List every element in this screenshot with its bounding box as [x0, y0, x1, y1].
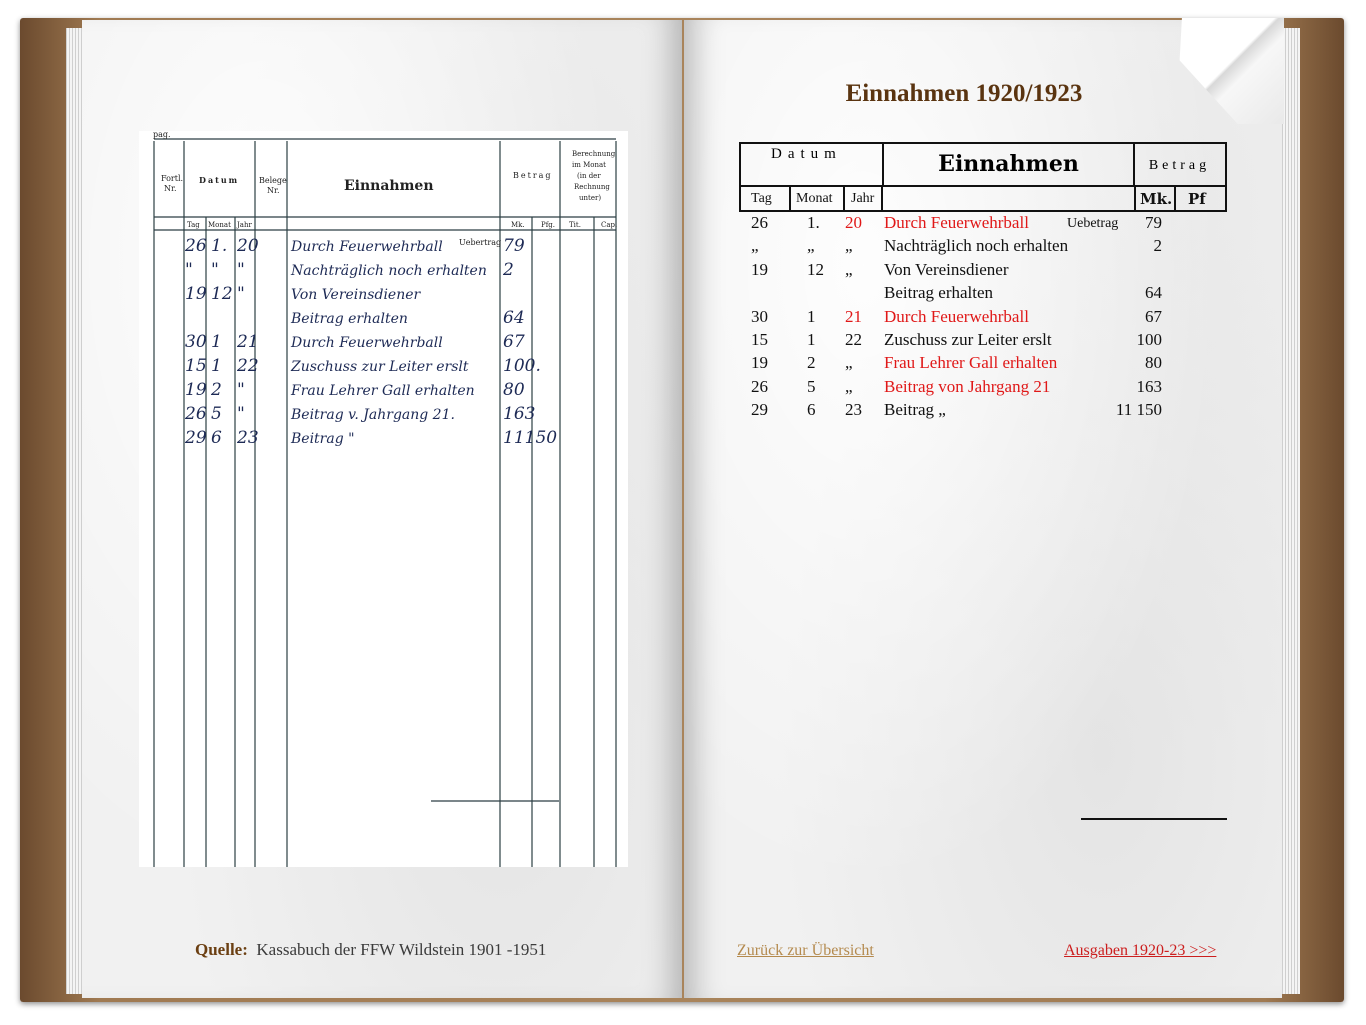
row-text: Zuschuss zur Leiter erslt — [884, 329, 1052, 349]
ledger-row — [739, 400, 1227, 423]
scan-entry-monat: 6 — [211, 428, 222, 448]
scan-entry-mk: 163 — [503, 404, 536, 424]
scan-col-belege: Belege — [259, 176, 287, 185]
scan-entry-tag: 30 — [185, 332, 207, 352]
scan-entry-tag: " — [185, 260, 193, 280]
row-text: Durch Feuerwehrball — [884, 213, 1029, 232]
scan-entry-jahr: " — [237, 404, 245, 424]
row-jahr: 23 — [845, 400, 862, 420]
scan-entry-jahr: 21 — [237, 332, 259, 352]
ledger-row — [739, 260, 1227, 283]
page-title: Einnahmen 1920/1923 — [845, 80, 1083, 107]
scan-entry-tag: 26 — [185, 404, 207, 424]
source-label: Quelle: — [195, 940, 248, 959]
scan-entry-jahr: " — [237, 284, 245, 304]
scan-uebertrag: Uebertrag — [459, 238, 502, 247]
scan-sub-cap: Cap. — [601, 221, 618, 229]
row-amount: 67 — [1145, 306, 1162, 326]
row-monat: 2 — [807, 353, 816, 373]
scan-col-rechnung: Rechnung — [574, 183, 610, 191]
row-amount: 100 — [1136, 329, 1162, 349]
ledger-row — [739, 330, 1227, 353]
ledger-scan-image — [139, 131, 628, 867]
row-tag: 19 — [751, 353, 768, 373]
row-monat: 12 — [807, 259, 824, 279]
scan-col-fortl: Fortl. — [161, 174, 184, 183]
ledger-row — [739, 283, 1227, 306]
scan-entry-monat: 1 — [211, 356, 222, 376]
row-text: Beitrag erhalten — [884, 283, 994, 303]
row-tag: 26 — [751, 376, 768, 396]
scan-entry-mk: 100. — [503, 356, 541, 376]
scan-sub-pfg: Pfg. — [541, 221, 556, 229]
row-jahr: „ — [845, 259, 853, 279]
scan-entry-tag: 29 — [185, 428, 207, 448]
back-to-overview-link[interactable]: Zurück zur Übersicht — [737, 942, 874, 959]
scan-entry-mk: 80 — [503, 380, 525, 400]
row-amount: 79 — [1145, 213, 1162, 232]
row-tag: 19 — [751, 259, 768, 279]
ledger-row — [739, 353, 1227, 376]
ledger-rows — [739, 213, 1227, 424]
row-text: Nachträglich noch erhalten — [884, 236, 1069, 256]
row-tag: 29 — [751, 400, 768, 420]
scan-entry-monat: 1. — [211, 236, 228, 256]
row-text: Von Vereinsdiener — [884, 259, 1009, 279]
scan-entry-tag: 19 — [185, 284, 207, 304]
scan-entry-mk: 11150 — [503, 428, 558, 448]
scan-col-in-der: (in der — [577, 172, 601, 180]
scan-sub-mk: Mk. — [511, 221, 525, 229]
ledger-row — [739, 377, 1227, 400]
row-text: Beitrag von Jahrgang 21 — [884, 376, 1051, 396]
col-tag: Tag — [739, 185, 791, 212]
row-amount: 80 — [1145, 353, 1162, 373]
row-tag: „ — [751, 236, 759, 256]
header-datum: Datum — [739, 142, 883, 185]
row-monat: 1. — [807, 213, 820, 232]
scan-entry-mk: 79 — [503, 236, 525, 256]
scan-handwritten-entries — [184, 236, 557, 448]
scan-entry-text: Nachträglich noch erhalten — [291, 263, 487, 279]
scan-entry-tag: 19 — [185, 380, 207, 400]
scan-col-unter: unter) — [579, 194, 602, 202]
row-jahr: „ — [845, 376, 853, 396]
scan-entry-text: Durch Feuerwehrball — [291, 239, 443, 255]
col-jahr: Jahr — [843, 185, 883, 212]
next-expenses-link[interactable]: Ausgaben 1920-23 >>> — [1064, 942, 1217, 959]
row-jahr: 20 — [845, 213, 862, 232]
scan-entry-mk: 67 — [503, 332, 525, 352]
sum-line — [1081, 818, 1227, 820]
scan-sub-tag: Tag — [187, 221, 200, 229]
row-text: Durch Feuerwehrball — [884, 306, 1029, 326]
row-jahr: „ — [845, 236, 853, 256]
scan-col-berechnung: Berechnung — [572, 150, 616, 158]
scan-col-einnahmen: Einnahmen — [344, 178, 434, 194]
header-einnahmen: Einnahmen — [882, 142, 1135, 187]
row-monat: 5 — [807, 376, 816, 396]
scan-entry-text: Frau Lehrer Gall erhalten — [291, 383, 475, 399]
scan-entry-text: Von Vereinsdiener — [291, 287, 421, 303]
row-text: Frau Lehrer Gall erhalten — [884, 353, 1058, 373]
col-mk: Mk. — [1134, 185, 1176, 212]
scan-col-betrag: Betrag — [513, 171, 553, 180]
row-jahr: 22 — [845, 329, 862, 349]
scan-entry-monat: 2 — [211, 380, 222, 400]
row-jahr: 21 — [845, 306, 862, 326]
scan-entry-jahr: 23 — [237, 428, 259, 448]
scan-entry-jahr: 22 — [237, 356, 259, 376]
header-betrag: Betrag — [1134, 142, 1227, 185]
row-tag: 26 — [751, 213, 768, 232]
ledger-row — [739, 236, 1227, 259]
col-monat: Monat — [789, 185, 845, 212]
row-amount: 163 — [1136, 376, 1162, 396]
ledger-row — [739, 307, 1227, 330]
scan-entry-mk: 64 — [503, 308, 525, 328]
row-text: Beitrag „ — [884, 400, 946, 420]
scan-entry-jahr: " — [237, 380, 245, 400]
row-tag: 15 — [751, 329, 768, 349]
source-caption — [195, 940, 546, 960]
row-amount: 64 — [1145, 283, 1162, 303]
ledger-row — [739, 213, 1227, 236]
scan-col-im-monat: im Monat — [572, 161, 606, 169]
scan-entry-text: Beitrag " — [291, 431, 355, 447]
scan-sub-monat: Monat — [208, 221, 231, 229]
scan-entry-monat: 12 — [211, 284, 233, 304]
scan-col-nr: Nr. — [164, 184, 177, 193]
col-text — [881, 185, 1136, 212]
scan-sub-tit: Tit. — [569, 221, 581, 229]
scan-col-datum: Datum — [199, 175, 240, 185]
ledger-scan-drawing — [139, 131, 628, 867]
scan-pag: pag. — [153, 131, 171, 139]
scan-entry-monat: " — [211, 260, 219, 280]
scan-entry-text: Beitrag v. Jahrgang 21. — [291, 407, 455, 423]
scan-entry-tag: 26 — [185, 236, 207, 256]
col-pf: Pf — [1174, 185, 1227, 212]
scan-entry-text: Durch Feuerwehrball — [291, 335, 443, 351]
page-edges-right — [1280, 28, 1300, 994]
scan-entry-mk: 2 — [503, 260, 514, 280]
row-amount: 2 — [1153, 236, 1162, 256]
row-monat: 6 — [807, 400, 816, 420]
scan-entry-jahr: " — [237, 260, 245, 280]
scan-entry-text: Beitrag erhalten — [291, 311, 408, 327]
scan-entry-jahr: 20 — [237, 236, 259, 256]
scan-sub-jahr: Jahr — [237, 221, 252, 229]
row-monat: 1 — [807, 306, 816, 326]
scan-entry-monat: 1 — [211, 332, 222, 352]
row-jahr: „ — [845, 353, 853, 373]
scan-entry-tag: 15 — [185, 356, 207, 376]
row-amount: 11 150 — [1115, 400, 1162, 420]
scan-entry-text: Zuschuss zur Leiter erslt — [291, 359, 469, 375]
scan-col-belege-nr: Nr. — [267, 186, 280, 195]
scan-entry-monat: 5 — [211, 404, 222, 424]
row-monat: „ — [807, 236, 815, 256]
row-monat: 1 — [807, 329, 816, 349]
row-note: Uebetrag — [1067, 216, 1119, 231]
source-text: Kassabuch der FFW Wildstein 1901 -1951 — [256, 940, 547, 959]
row-tag: 30 — [751, 306, 768, 326]
